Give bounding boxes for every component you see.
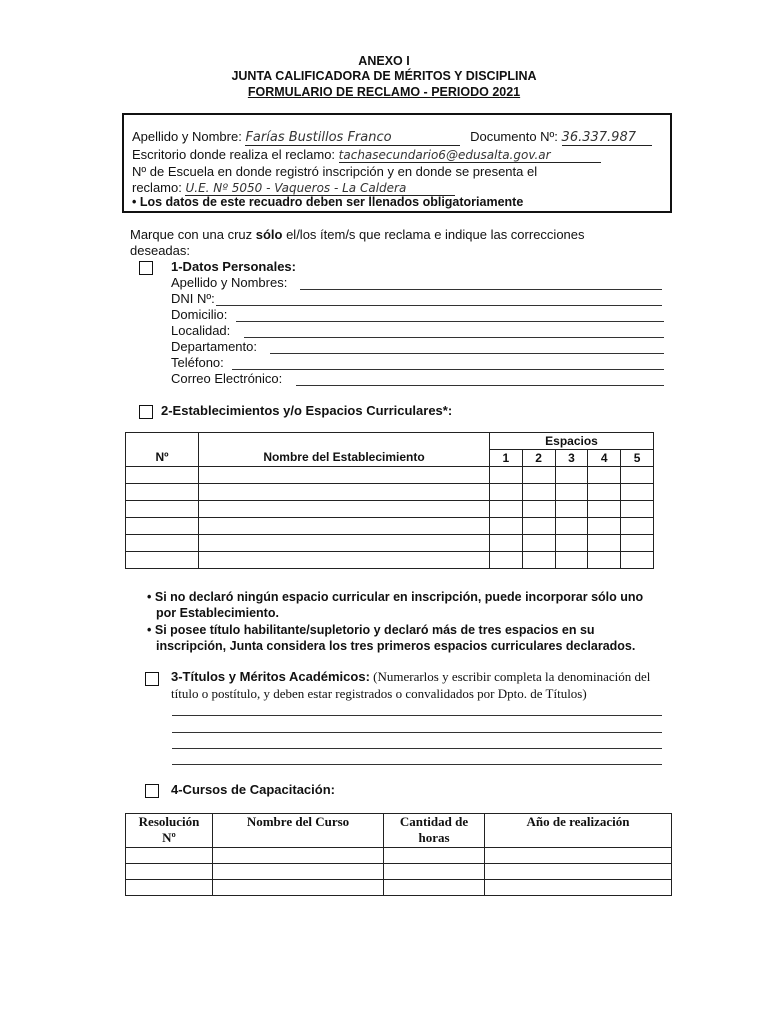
section4-checkbox[interactable] (145, 784, 159, 798)
name-row (132, 129, 652, 146)
name-field[interactable]: Farías Bustillos Franco (245, 130, 460, 146)
section2-title: 2-Establecimientos y/o Espacios Curriculares*: (161, 403, 453, 418)
col-year-header: Año de realización (485, 814, 672, 848)
col-name-header: Nombre del Establecimiento (199, 433, 490, 467)
space-col-1: 1 (490, 450, 523, 467)
section1-title: 1-Datos Personales: (171, 259, 296, 274)
note-1-text: Si no declaró ningún espacio curricular en inscripción, puede incorporar sólo uno (154, 590, 644, 604)
space-col-2: 2 (522, 450, 555, 467)
form-title-text: FORMULARIO DE RECLAMO - PERIODO 2021 (247, 85, 521, 99)
field-label-email: Correo Electrónico: (171, 371, 283, 386)
table-row[interactable] (126, 535, 654, 552)
form-title (0, 85, 768, 99)
field-line-department[interactable] (270, 353, 664, 354)
field-label-address: Domicilio: (171, 307, 228, 322)
courses-table (125, 813, 672, 896)
field-label-name: Apellido y Nombres: (171, 275, 288, 290)
field-line-address[interactable] (236, 321, 664, 322)
table-row[interactable] (126, 848, 672, 864)
col-course-header: Nombre del Curso (213, 814, 384, 848)
office-label: Escritorio donde realiza el reclamo: (132, 147, 336, 162)
field-line-email[interactable] (296, 385, 664, 386)
col-hours-line2: horas (418, 830, 450, 845)
instructions (130, 227, 585, 242)
col-resolution-line2: Nº (162, 830, 176, 845)
field-line-locality[interactable] (244, 337, 664, 338)
instructions-line2: deseadas: (130, 243, 190, 258)
field-label-department: Departamento: (171, 339, 257, 354)
office-row (132, 147, 601, 163)
col-hours-line1: Cantidad de (399, 814, 469, 829)
titles-line-1[interactable] (172, 715, 662, 716)
note-2-text: Si posee título habilitante/supletorio y declaró más de tres espacios en su (154, 623, 595, 637)
instructions-prefix: Marque con una cruz (130, 227, 256, 242)
col-num-header: Nº (126, 433, 199, 467)
section2-checkbox[interactable] (139, 405, 153, 419)
courses-header-row (126, 814, 672, 848)
space-col-4: 4 (588, 450, 621, 467)
note-2: • Si posee título habilitante/supletorio y declaró más de tres espacios en su (147, 623, 595, 637)
mandatory-note: • Los datos de este recuadro deben ser llenados obligatoriamente (132, 195, 524, 209)
table-row[interactable] (126, 467, 654, 484)
annex-title: ANEXO I (358, 54, 410, 68)
section3-heading (171, 669, 650, 685)
field-label-phone: Teléfono: (171, 355, 224, 370)
section1-checkbox[interactable] (139, 261, 153, 275)
doc-label: Documento Nº: (470, 129, 558, 144)
section3-desc2: título o postítulo, y deben estar registrados o convalidados por Dpto. de Títulos) (171, 686, 587, 701)
titles-line-3[interactable] (172, 748, 662, 749)
field-line-phone[interactable] (232, 369, 664, 370)
note-1-cont: por Establecimiento. (156, 606, 279, 620)
section4-title: 4-Cursos de Capacitación: (171, 782, 335, 797)
note-2-cont: inscripción, Junta considera los tres primeros espacios curriculares declarados. (156, 639, 636, 653)
field-line-name[interactable] (300, 289, 662, 290)
table-row[interactable] (126, 501, 654, 518)
section3-checkbox[interactable] (145, 672, 159, 686)
table-header-row (126, 433, 654, 450)
field-label-dni: DNI Nº: (171, 291, 215, 306)
field-line-dni[interactable] (216, 305, 662, 306)
establishments-table (125, 432, 654, 569)
space-col-3: 3 (555, 450, 588, 467)
table-row[interactable] (126, 552, 654, 569)
school-row (132, 180, 455, 196)
col-resolution-header (126, 814, 213, 848)
space-col-5: 5 (621, 450, 654, 467)
instructions-suffix: el/los ítem/s que reclama e indique las correcciones (282, 227, 585, 242)
col-spaces-header: Espacios (490, 433, 654, 450)
school-field[interactable]: U.E. Nº 5050 - Vaqueros - La Caldera (185, 181, 455, 196)
table-row[interactable] (126, 864, 672, 880)
school-label-line2: reclamo: (132, 180, 182, 195)
doc-field[interactable]: 36.337.987 (562, 130, 652, 146)
col-hours-header (384, 814, 485, 848)
name-label: Apellido y Nombre: (132, 129, 242, 144)
instructions-emphasis: sólo (255, 227, 283, 242)
titles-line-4[interactable] (172, 764, 662, 765)
titles-line-2[interactable] (172, 732, 662, 733)
table-row[interactable] (126, 880, 672, 896)
table-row[interactable] (126, 518, 654, 535)
section3-desc1: (Numerarlos y escribir completa la denominación del (369, 669, 651, 684)
section3-title: 3-Títulos y Méritos Académicos: (171, 669, 370, 684)
school-label-line1: Nº de Escuela en donde registró inscripción y en donde se presenta el (132, 164, 538, 179)
applicant-box (122, 113, 672, 213)
table-row[interactable] (126, 484, 654, 501)
field-label-locality: Localidad: (171, 323, 231, 338)
note-1: • Si no declaró ningún espacio curricular en inscripción, puede incorporar sólo uno (147, 590, 644, 604)
office-field[interactable]: tachasecundario6@edusalta.gov.ar (339, 148, 601, 163)
board-title: JUNTA CALIFICADORA DE MÉRITOS Y DISCIPLINA (231, 69, 537, 83)
col-resolution-line1: Resolución (138, 814, 200, 829)
